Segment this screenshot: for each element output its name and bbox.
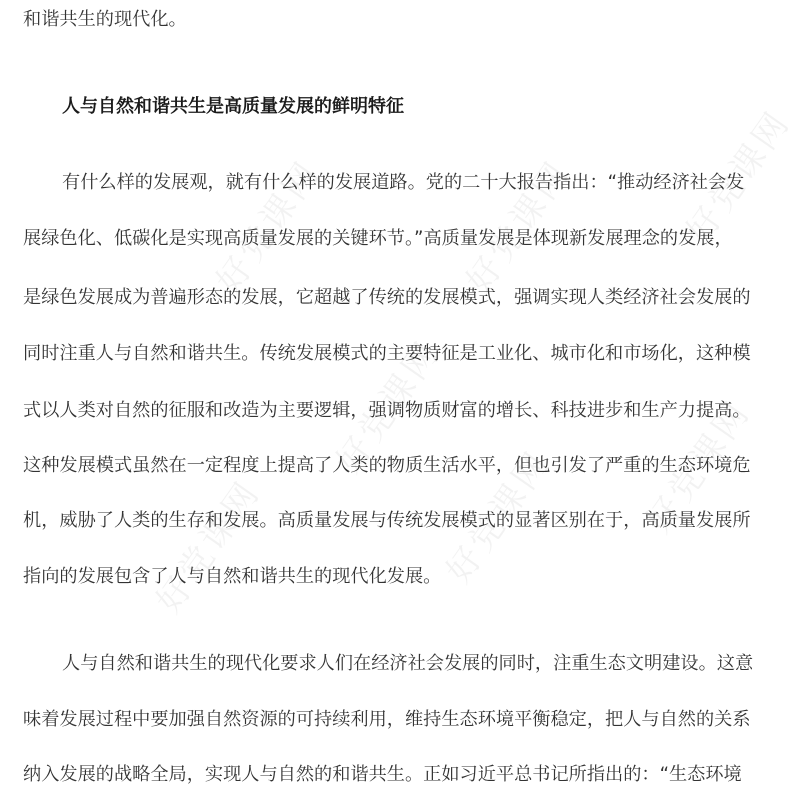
paragraph-line: 这种发展模式虽然在一定程度上提高了人类的物质生活水平，但也引发了严重的生态环境危 [23,455,751,476]
watermark: 好党课网 [438,442,559,591]
paragraph-line: 纳入发展的战略全局，实现人与自然的和谐共生。正如习近平总书记所指出的：“生态环境 [23,764,742,785]
intro-tail-text: 和谐共生的现代化。 [23,9,187,30]
paragraph-line: 式以人类对自然的征服和改造为主要逻辑，强调物质财富的增长、科技进步和生产力提高。 [23,400,751,421]
paragraph-line: 机，威胁了人类的生存和发展。高质量发展与传统发展模式的显著区别在于，高质量发展所 [23,510,751,531]
watermark: 好党课网 [458,152,579,301]
watermark: 好党课网 [208,152,329,301]
paragraph-line: 是绿色发展成为普遍形态的发展，它超越了传统的发展模式，强调实现人类经济社会发展的 [23,287,751,308]
watermark: 好党课网 [678,102,799,251]
section-heading: 人与自然和谐共生是高质量发展的鲜明特征 [62,96,404,117]
paragraph-line: 同时注重人与自然和谐共生。传统发展模式的主要特征是工业化、城市化和市场化，这种模 [23,343,751,364]
paragraph-line: 展绿色化、低碳化是实现高质量发展的关键环节。”高质量发展是体现新发展理念的发展， [23,228,733,249]
paragraph-line: 指向的发展包含了人与自然和谐共生的现代化发展。 [23,566,442,587]
watermark: 好党课网 [638,392,759,541]
paragraph-line: 有什么样的发展观，就有什么样的发展道路。党的二十大报告指出：“推动经济社会发 [62,172,745,193]
watermark: 好党课网 [148,472,269,621]
paragraph-line: 味着发展过程中要加强自然资源的可持续利用，维持生态环境平衡稳定，把人与自然的关系 [23,709,751,730]
watermark: 好党课网 [328,332,449,481]
paragraph-line: 人与自然和谐共生的现代化要求人们在经济社会发展的同时，注重生态文明建设。这意 [62,653,754,674]
